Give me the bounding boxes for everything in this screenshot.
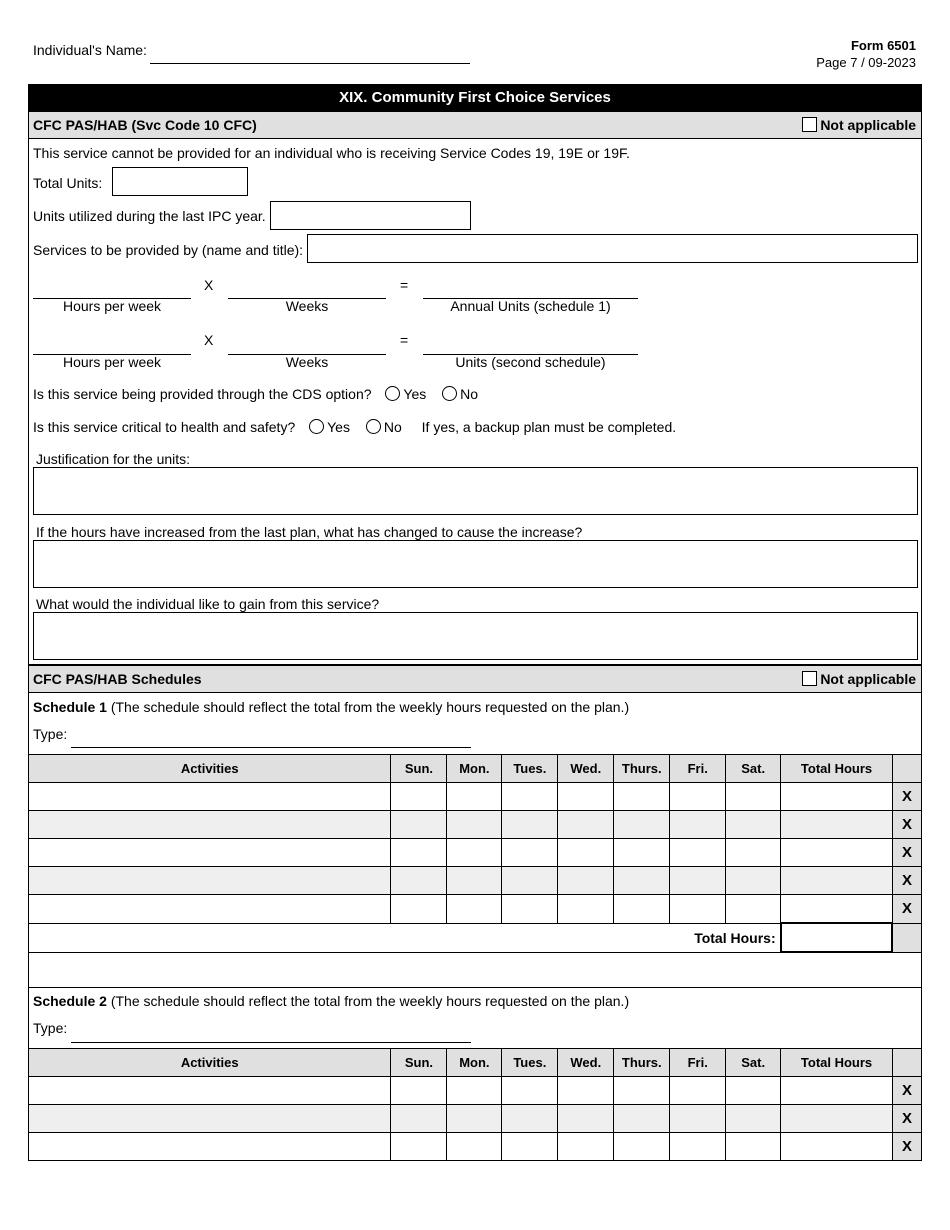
section-title: XIX. Community First Choice Services: [28, 84, 922, 111]
total-hours-cell: [781, 1077, 893, 1105]
critical-no-radio[interactable]: [366, 419, 381, 434]
provided-by-label: Services to be provided by (name and title):: [33, 242, 304, 258]
col-delete: [892, 1049, 921, 1077]
form-number: Form 6501: [850, 38, 916, 53]
total-hours-cell: [781, 811, 893, 839]
col-wed: Wed.: [558, 1049, 614, 1077]
tues-input[interactable]: [502, 783, 558, 811]
table-row: [29, 1077, 922, 1105]
fri-input[interactable]: [670, 867, 726, 895]
col-sat: Sat.: [726, 755, 781, 783]
sun-input[interactable]: [391, 1105, 447, 1133]
section-cfc-pas-hab-title: CFC PAS/HAB (Svc Code 10 CFC): [33, 117, 257, 133]
mon-input[interactable]: [447, 1077, 502, 1105]
not-applicable-label: Not applicable: [820, 671, 916, 687]
table-row: [29, 839, 922, 867]
sat-input[interactable]: [726, 1077, 781, 1105]
schedule-2-type-field[interactable]: [71, 1042, 471, 1043]
schedule-2-title: Schedule 2: [33, 993, 107, 1009]
mon-input[interactable]: [447, 839, 502, 867]
activity-input[interactable]: [29, 1077, 391, 1105]
col-mon: Mon.: [447, 1049, 502, 1077]
cds-yes-radio[interactable]: [385, 386, 400, 401]
schedule-2-type-label: Type:: [33, 1020, 68, 1036]
col-tues: Tues.: [502, 755, 558, 783]
col-thurs: Thurs.: [614, 755, 670, 783]
total-hours-output: [781, 923, 893, 952]
thurs-input[interactable]: [614, 839, 670, 867]
schedule-1-note: (The schedule should reflect the total from the weekly hours requested on the plan.): [110, 699, 630, 715]
thurs-input[interactable]: [614, 1105, 670, 1133]
schedule-1-table: [28, 754, 922, 953]
delete-row-button[interactable]: X: [892, 839, 921, 867]
sun-input[interactable]: [391, 867, 447, 895]
thurs-input[interactable]: [614, 867, 670, 895]
units-utilized-input[interactable]: [270, 201, 471, 230]
schedule-spacer: [28, 950, 922, 988]
col-tues: Tues.: [502, 1049, 558, 1077]
sat-input[interactable]: [726, 839, 781, 867]
activity-input[interactable]: [29, 1105, 391, 1133]
critical-question: Is this service critical to health and safety?: [33, 419, 296, 435]
wed-input[interactable]: [558, 839, 614, 867]
critical-yes-label: Yes: [327, 419, 350, 435]
activity-input[interactable]: [29, 811, 391, 839]
delete-row-button[interactable]: X: [892, 1133, 921, 1161]
col-sat: Sat.: [726, 1049, 781, 1077]
activity-input[interactable]: [29, 895, 391, 924]
col-fri: Fri.: [670, 755, 726, 783]
section-schedules-title: CFC PAS/HAB Schedules: [33, 671, 202, 687]
sun-input[interactable]: [391, 895, 447, 924]
table-row: [29, 783, 922, 811]
sun-input[interactable]: [391, 1077, 447, 1105]
delete-row-button[interactable]: X: [892, 895, 921, 924]
activity-input[interactable]: [29, 1133, 391, 1161]
wed-input[interactable]: [558, 1105, 614, 1133]
table-row: [29, 1133, 922, 1161]
activity-input[interactable]: [29, 867, 391, 895]
wed-input[interactable]: [558, 1133, 614, 1161]
not-applicable-label: Not applicable: [820, 117, 916, 133]
schedule-1-title: Schedule 1: [33, 699, 107, 715]
sat-input[interactable]: [726, 811, 781, 839]
schedule-1-header-row: [29, 755, 922, 783]
cds-no-label: No: [460, 386, 479, 402]
wed-input[interactable]: [558, 811, 614, 839]
delete-row-button[interactable]: X: [892, 1077, 921, 1105]
col-total-hours: Total Hours: [781, 755, 893, 783]
critical-question-row: [33, 419, 676, 435]
service-notice: This service cannot be provided for an individual who is receiving Service Codes 19, 19E or 19F.: [33, 145, 630, 161]
individual-name-label: Individual's Name:: [33, 42, 147, 58]
total-units-label: Total Units:: [33, 175, 103, 191]
total-hours-cell: [781, 1133, 893, 1161]
mon-input[interactable]: [447, 1105, 502, 1133]
equals-sign-1: =: [400, 277, 409, 293]
tues-input[interactable]: [502, 811, 558, 839]
cds-question-row: [33, 386, 478, 402]
page-info: Page 7 / 09-2023: [816, 55, 916, 70]
col-sun: Sun.: [391, 1049, 447, 1077]
wed-input[interactable]: [558, 895, 614, 924]
mon-input[interactable]: [447, 811, 502, 839]
col-activities: Activities: [29, 755, 391, 783]
not-applicable-checkbox-1[interactable]: [802, 112, 916, 138]
col-sun: Sun.: [391, 755, 447, 783]
sat-input[interactable]: [726, 1133, 781, 1161]
activity-input[interactable]: [29, 783, 391, 811]
thurs-input[interactable]: [614, 1133, 670, 1161]
sun-input[interactable]: [391, 783, 447, 811]
section-schedules-header: [28, 665, 922, 693]
sat-input[interactable]: [726, 783, 781, 811]
cds-yes-label: Yes: [403, 386, 427, 402]
not-applicable-checkbox-2[interactable]: [802, 666, 916, 692]
gain-label: What would the individual like to gain from this service?: [36, 596, 380, 612]
mon-input[interactable]: [447, 1133, 502, 1161]
schedule-1-type-label: Type:: [33, 726, 68, 742]
fri-input[interactable]: [670, 811, 726, 839]
checkbox-icon[interactable]: [802, 117, 817, 132]
table-row: [29, 1105, 922, 1133]
tues-input[interactable]: [502, 839, 558, 867]
fri-input[interactable]: [670, 895, 726, 924]
thurs-input[interactable]: [614, 1077, 670, 1105]
total-hours-cell: [781, 867, 893, 895]
mon-input[interactable]: [447, 867, 502, 895]
col-activities: Activities: [29, 1049, 391, 1077]
col-thurs: Thurs.: [614, 1049, 670, 1077]
total-hours-cell: [781, 1105, 893, 1133]
delete-row-button[interactable]: X: [892, 783, 921, 811]
increase-label: If the hours have increased from the last plan, what has changed to cause the increase?: [36, 524, 583, 540]
tues-input[interactable]: [502, 867, 558, 895]
justification-textarea[interactable]: [33, 467, 918, 515]
schedule-2-header-row: [29, 1049, 922, 1077]
critical-no-label: No: [383, 419, 402, 435]
sat-input[interactable]: [726, 1105, 781, 1133]
sun-input[interactable]: [391, 839, 447, 867]
annual-units-label: Annual Units (schedule 1): [450, 298, 611, 314]
schedule-1-type-field[interactable]: [71, 747, 471, 748]
hours-per-week-label-1: Hours per week: [62, 298, 162, 314]
section-cfc-pas-hab-header: [28, 111, 922, 139]
sat-input[interactable]: [726, 867, 781, 895]
sun-input[interactable]: [391, 811, 447, 839]
col-mon: Mon.: [447, 755, 502, 783]
schedule-2-heading: [33, 993, 629, 1009]
schedule-2-note: (The schedule should reflect the total from the weekly hours requested on the plan.): [110, 993, 630, 1009]
increase-textarea[interactable]: [33, 540, 918, 588]
delete-row-button[interactable]: X: [892, 811, 921, 839]
col-total-hours: Total Hours: [781, 1049, 893, 1077]
cds-no-radio[interactable]: [442, 386, 457, 401]
wed-input[interactable]: [558, 783, 614, 811]
table-row: [29, 895, 922, 924]
backup-plan-note: If yes, a backup plan must be completed.: [421, 419, 677, 435]
schedule-2-table: [28, 1048, 922, 1161]
second-schedule-units-label: Units (second schedule): [455, 354, 606, 370]
delete-row-button[interactable]: X: [892, 1105, 921, 1133]
provided-by-input[interactable]: [307, 234, 918, 263]
activity-input[interactable]: [29, 839, 391, 867]
tues-input[interactable]: [502, 895, 558, 924]
fri-input[interactable]: [670, 1077, 726, 1105]
thurs-input[interactable]: [614, 895, 670, 924]
fri-input[interactable]: [670, 1105, 726, 1133]
wed-input[interactable]: [558, 867, 614, 895]
cds-question: Is this service being provided through the CDS option?: [33, 386, 372, 402]
tues-input[interactable]: [502, 1105, 558, 1133]
equals-sign-2: =: [400, 332, 409, 348]
total-hours-label: Total Hours:: [29, 923, 781, 952]
fri-input[interactable]: [670, 1133, 726, 1161]
schedule-1-heading: [33, 699, 629, 715]
tues-input[interactable]: [502, 1133, 558, 1161]
sun-input[interactable]: [391, 1133, 447, 1161]
total-hours-cell: [781, 895, 893, 924]
total-units-input[interactable]: [112, 167, 248, 196]
justification-label: Justification for the units:: [36, 451, 191, 467]
col-wed: Wed.: [558, 755, 614, 783]
fri-input[interactable]: [670, 783, 726, 811]
hours-per-week-label-2: Hours per week: [62, 354, 162, 370]
critical-yes-radio[interactable]: [309, 419, 324, 434]
units-utilized-label: Units utilized during the last IPC year.: [33, 208, 266, 224]
table-row: [29, 867, 922, 895]
table-row: [29, 811, 922, 839]
fri-input[interactable]: [670, 839, 726, 867]
thurs-input[interactable]: [614, 783, 670, 811]
delete-row-button[interactable]: X: [892, 867, 921, 895]
multiply-sign-1: X: [204, 277, 214, 293]
total-hours-cell: [781, 839, 893, 867]
total-hours-cell: [781, 783, 893, 811]
mon-input[interactable]: [447, 895, 502, 924]
total-hours-spacer: [892, 923, 921, 952]
col-fri: Fri.: [670, 1049, 726, 1077]
sat-input[interactable]: [726, 895, 781, 924]
mon-input[interactable]: [447, 783, 502, 811]
thurs-input[interactable]: [614, 811, 670, 839]
col-delete: [892, 755, 921, 783]
individual-name-field[interactable]: [150, 63, 470, 64]
weeks-label-1: Weeks: [285, 298, 329, 314]
total-hours-row: [29, 923, 922, 952]
gain-textarea[interactable]: [33, 612, 918, 660]
wed-input[interactable]: [558, 1077, 614, 1105]
weeks-label-2: Weeks: [285, 354, 329, 370]
tues-input[interactable]: [502, 1077, 558, 1105]
checkbox-icon[interactable]: [802, 671, 817, 686]
multiply-sign-2: X: [204, 332, 214, 348]
